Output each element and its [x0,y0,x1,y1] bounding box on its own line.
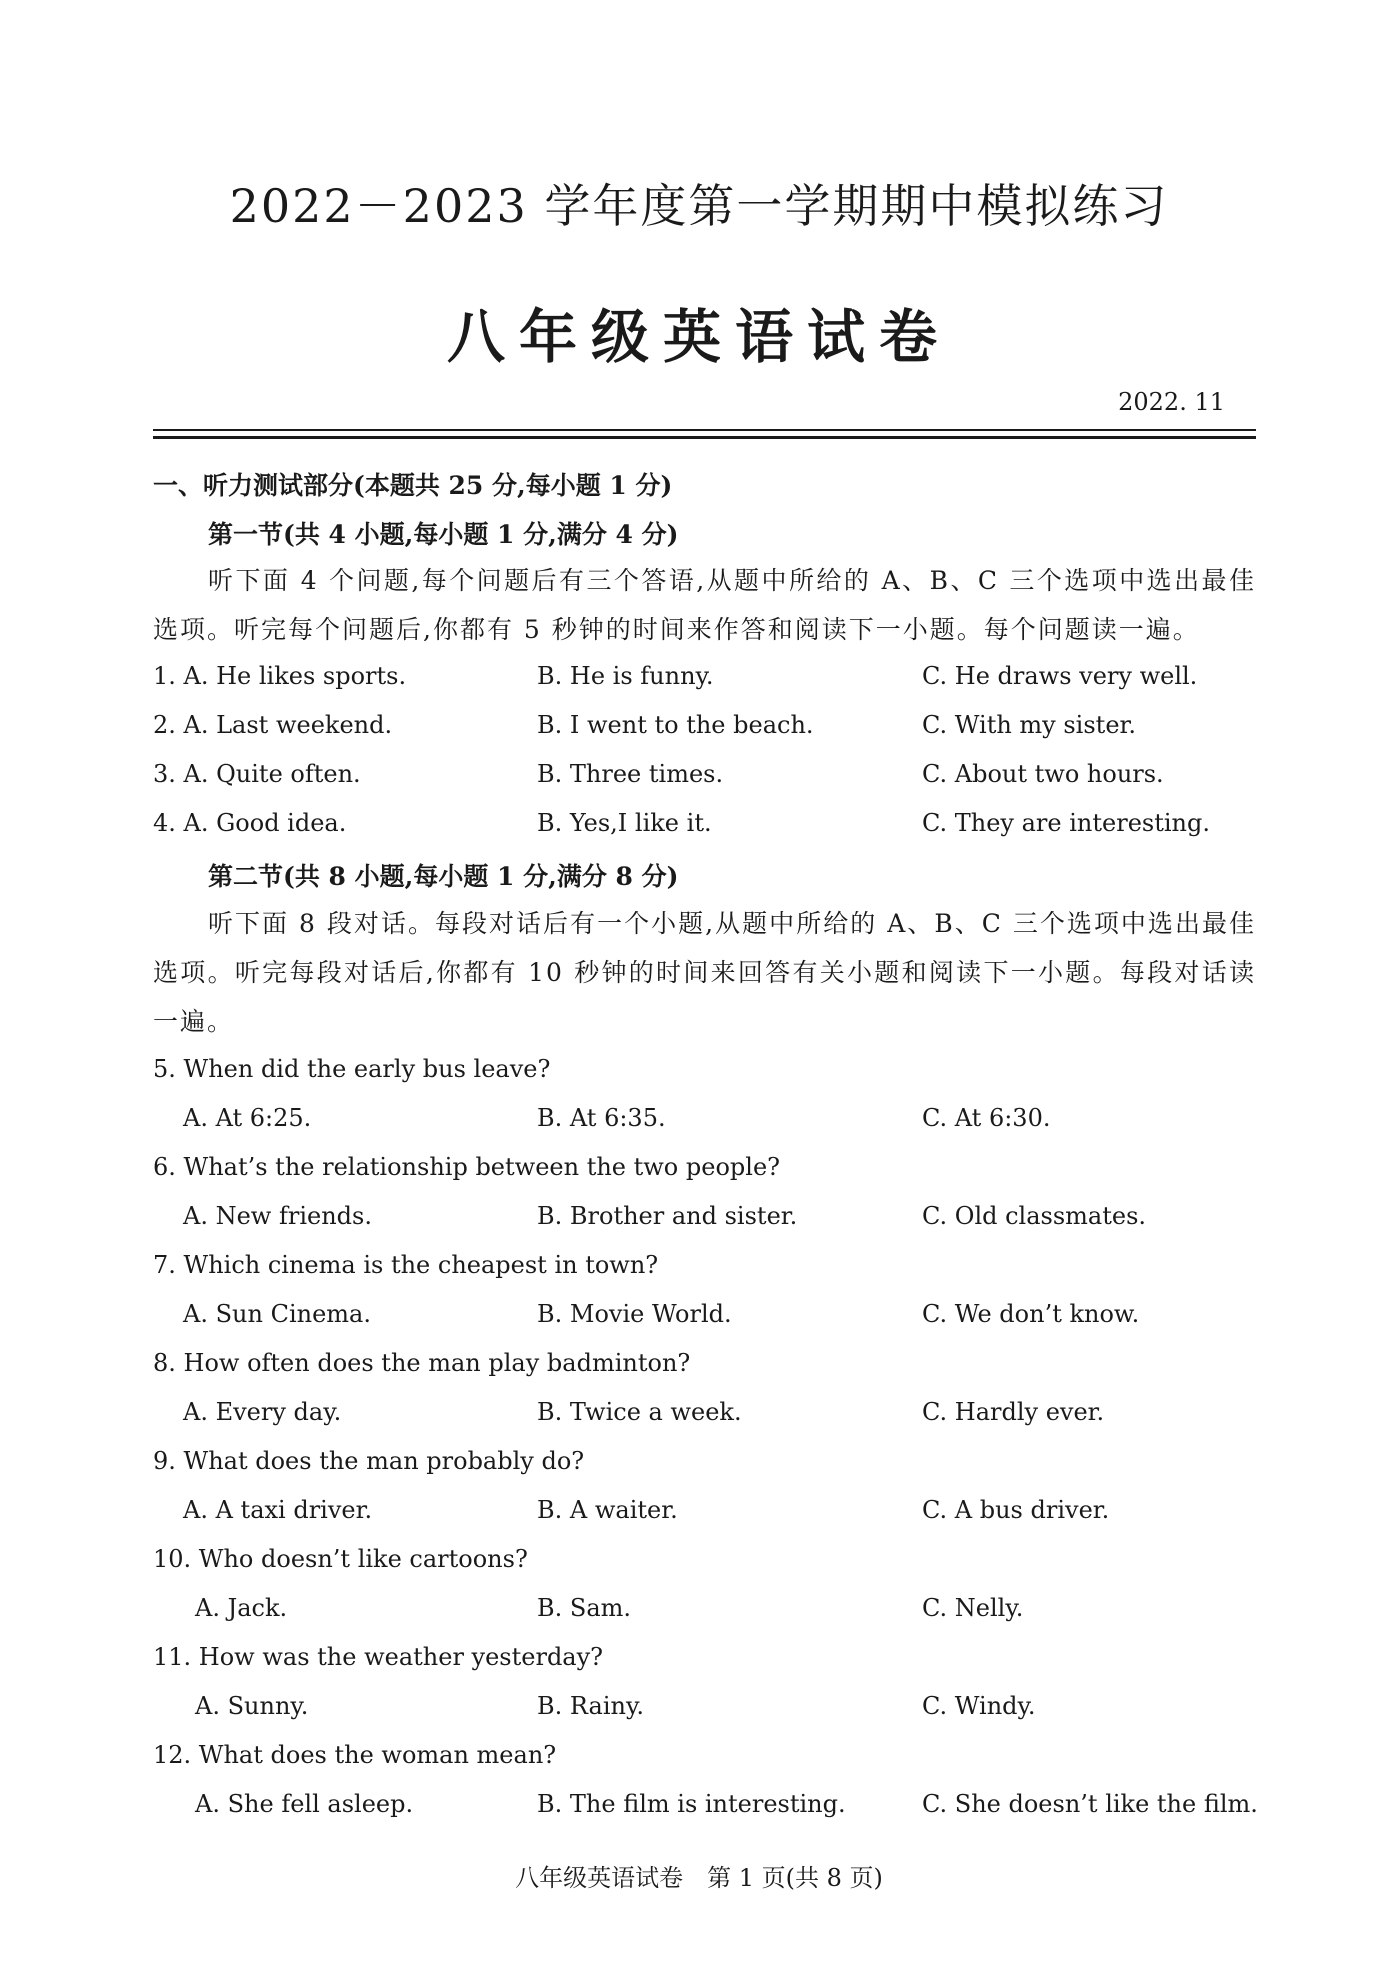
option-b: B. The film is interesting. [537,1790,846,1818]
question-options [0,1496,1398,1536]
question-stem: 6. What’s the relationship between the two people? [153,1153,781,1181]
option-c: C. She doesn’t like the film. [922,1790,1258,1818]
option-a: 1. A. He likes sports. [153,662,407,690]
option-b: B. Sam. [537,1594,632,1622]
option-c: C. They are interesting. [922,809,1210,837]
question-stem: 12. What does the woman mean? [153,1741,557,1769]
section1-instructions: 听下面 4 个问题,每个问题后有三个答语,从题中所给的 A、B、C 三个选项中选出最佳选项。听完每个问题后,你都有 5 秒钟的时间来作答和阅读下一小题。每个问题读一遍。 [153,566,1256,644]
section1-heading: 第一节(共 4 小题,每小题 1 分,满分 4 分) [208,520,679,549]
option-b: B. Movie World. [537,1300,732,1328]
option-c: C. Windy. [922,1692,1036,1720]
option-c: C. Old classmates. [922,1202,1147,1230]
option-c: C. Hardly ever. [922,1398,1105,1426]
question-stem: 10. Who doesn’t like cartoons? [153,1545,528,1573]
option-c: C. Nelly. [922,1594,1024,1622]
option-a: 4. A. Good idea. [153,809,347,837]
option-a: A. New friends. [183,1202,372,1230]
option-a: A. At 6:25. [183,1104,312,1132]
question-stem: 5. When did the early bus leave? [153,1055,551,1083]
option-c: C. A bus driver. [922,1496,1110,1524]
option-b: B. Three times. [537,760,724,788]
header-divider-thin [153,429,1256,431]
question-row [0,711,1398,751]
option-b: B. I went to the beach. [537,711,814,739]
option-b: B. A waiter. [537,1496,678,1524]
option-b: B. Twice a week. [537,1398,742,1426]
section2-heading: 第二节(共 8 小题,每小题 1 分,满分 8 分) [208,862,679,891]
option-a: A. A taxi driver. [183,1496,373,1524]
option-b: B. At 6:35. [537,1104,666,1132]
question-options [0,1398,1398,1438]
exam-date: 2022. 11 [1118,388,1225,416]
option-b: B. Rainy. [537,1692,644,1720]
section2-instructions: 听下面 8 段对话。每段对话后有一个小题,从题中所给的 A、B、C 三个选项中选出最佳选项。听完每段对话后,你都有 10 秒钟的时间来回答有关小题和阅读下一小题。每段对话读一遍。 [153,909,1256,1036]
option-c: C. About two hours. [922,760,1164,788]
question-options [0,1692,1398,1732]
option-a: A. Jack. [195,1594,288,1622]
question-options [0,1790,1398,1830]
option-b: B. Yes,I like it. [537,809,712,837]
question-options [0,1104,1398,1144]
exam-subtitle: 八年级英语试卷 [446,303,951,371]
option-a: A. Sunny. [195,1692,309,1720]
header-divider-thick [153,436,1256,439]
question-row [0,809,1398,849]
question-stem: 8. How often does the man play badminton? [153,1349,691,1377]
option-b: B. He is funny. [537,662,714,690]
option-c: C. With my sister. [922,711,1136,739]
question-row [0,662,1398,702]
option-a: A. Sun Cinema. [183,1300,371,1328]
part1-heading: 一、听力测试部分(本题共 25 分,每小题 1 分) [153,471,673,500]
exam-title: 2022－2023 学年度第一学期期中模拟练习 [229,179,1169,233]
page-footer: 八年级英语试卷 第 1 页(共 8 页) [515,1864,883,1892]
option-a: 3. A. Quite often. [153,760,361,788]
question-options [0,1594,1398,1634]
question-options [0,1202,1398,1242]
option-a: A. She fell asleep. [195,1790,414,1818]
question-stem: 9. What does the man probably do? [153,1447,585,1475]
option-a: 2. A. Last weekend. [153,711,393,739]
question-row [0,760,1398,800]
option-c: C. We don’t know. [922,1300,1140,1328]
question-stem: 7. Which cinema is the cheapest in town? [153,1251,659,1279]
question-options [0,1300,1398,1340]
option-b: B. Brother and sister. [537,1202,798,1230]
question-stem: 11. How was the weather yesterday? [153,1643,604,1671]
option-a: A. Every day. [183,1398,342,1426]
option-c: C. He draws very well. [922,662,1198,690]
option-c: C. At 6:30. [922,1104,1051,1132]
